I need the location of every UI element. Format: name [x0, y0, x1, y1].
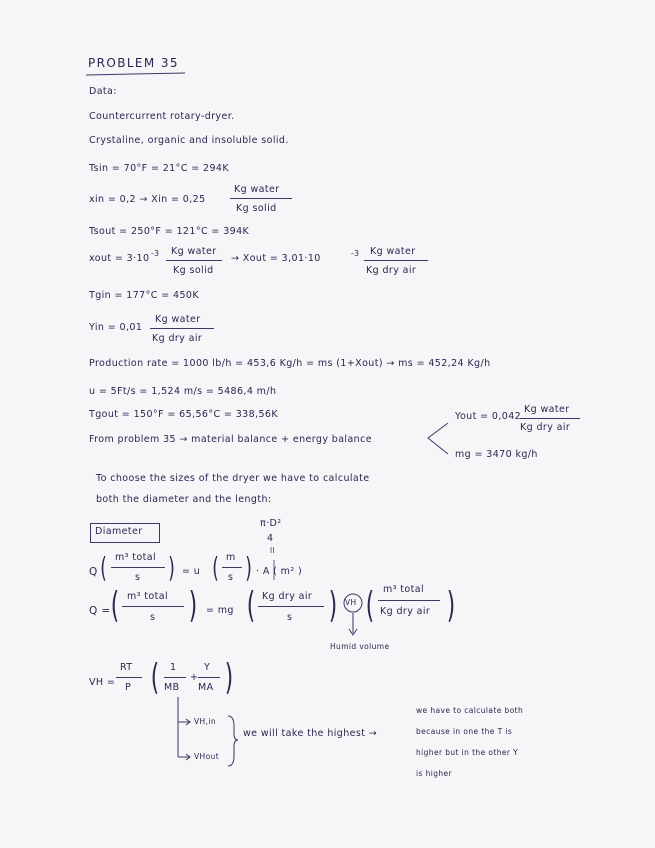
q2-unit-den: s — [150, 612, 156, 623]
description-line: Countercurrent rotary-dryer. — [89, 111, 235, 122]
mg-value: mg = 3470 kg/h — [455, 449, 538, 460]
x-out-exponent: -3 — [151, 249, 160, 258]
vh-unit-den: Kg dry air — [380, 606, 431, 617]
y-out-unit-num: Kg water — [524, 404, 570, 415]
ts-in: Tsin = 70°F = 21°C = 294K — [89, 163, 229, 174]
paren: ( — [365, 585, 375, 626]
u-unit-den: s — [228, 572, 234, 583]
area-note: π·D² — [260, 518, 282, 529]
q2-label: Q = — [89, 605, 111, 617]
tg-in: Tgin = 177°C = 450K — [89, 290, 199, 301]
y-in-unit-num: Kg water — [155, 314, 201, 325]
y-out: Yout = 0,042 — [455, 411, 522, 422]
fraction-line — [166, 260, 222, 261]
paren: ( — [246, 585, 256, 626]
x-out-unit2-den: Kg dry air — [366, 265, 417, 276]
fraction-line — [258, 606, 324, 607]
page-title: PROBLEM 35 — [88, 56, 179, 70]
mg-unit-num: Kg dry air — [262, 591, 313, 602]
vh-unit-num: m³ total — [383, 584, 425, 595]
fraction-line — [150, 328, 214, 329]
vh-out: VHout — [194, 752, 220, 761]
x-out-unit2-num: Kg water — [370, 246, 416, 257]
x-in: xin = 0,2 → Xin = 0,25 — [89, 194, 206, 205]
x-out-lhs: xout = 3·10 — [89, 253, 150, 264]
x-out-unit-den: Kg solid — [173, 265, 214, 276]
eq-u: = u — [182, 566, 201, 577]
plus: + — [190, 672, 199, 683]
mg-unit-den: s — [287, 612, 293, 623]
velocity: u = 5Ft/s = 1,524 m/s = 5486,4 m/h — [89, 386, 277, 397]
paren: ) — [224, 657, 234, 698]
q2-unit-num: m³ total — [127, 591, 169, 602]
x-out-exponent-2: -3 — [351, 249, 360, 258]
data-label: Data: — [89, 86, 117, 97]
x-out-rhs: → Xout = 3,01·10 — [231, 253, 321, 264]
q-unit-den: s — [135, 572, 141, 583]
side-note-line: we have to calculate both — [416, 706, 524, 715]
x-in-unit-num: Kg water — [234, 184, 280, 195]
u-unit-num: m — [226, 552, 236, 563]
from-problem: From problem 35 → material balance + energy balance — [89, 434, 372, 445]
q-label: Q — [89, 566, 98, 578]
paren: ( — [100, 551, 107, 584]
ts-out: Tsout = 250°F = 121°C = 394K — [89, 226, 250, 237]
description-line: Crystaline, organic and insoluble solid. — [89, 135, 289, 146]
fraction-line — [116, 677, 142, 678]
vh-circled: VH — [345, 598, 357, 607]
fraction-line — [164, 677, 186, 678]
one: 1 — [170, 662, 177, 673]
area-note-den: 4 — [267, 533, 274, 544]
ma: MA — [198, 682, 214, 693]
fraction-line — [378, 600, 440, 601]
vh-in: VH,in — [194, 717, 216, 726]
eq-mg: = mg — [206, 605, 234, 616]
side-note-line: higher but in the other Y — [416, 748, 519, 757]
fraction-line — [230, 198, 292, 199]
paren: ( — [212, 551, 219, 584]
paren: ) — [188, 585, 198, 626]
fraction-line — [222, 567, 242, 568]
x-out-unit-num: Kg water — [171, 246, 217, 257]
vh-label: VH = — [89, 677, 116, 688]
y-in: Yin = 0,01 — [89, 322, 143, 333]
tg-out: Tgout = 150°F = 65,56°C = 338,56K — [89, 409, 278, 420]
fraction-line — [520, 418, 580, 419]
choose-line: both the diameter and the length: — [96, 494, 272, 505]
production-rate: Production rate = 1000 lb/h = 453,6 Kg/h = ms (1+Xout) → ms = 452,24 Kg/h — [89, 358, 491, 369]
highest-note: we will take the highest → — [243, 728, 378, 739]
side-note-line: is higher — [416, 769, 453, 778]
fraction-line — [364, 260, 428, 261]
diameter-label: Diameter — [95, 526, 143, 537]
fraction-line — [198, 677, 220, 678]
y-out-unit-den: Kg dry air — [520, 422, 571, 433]
paren: ( — [150, 657, 160, 698]
x-in-unit-den: Kg solid — [236, 203, 277, 214]
area-term: · A ( m² ) — [256, 566, 303, 577]
rt: RT — [120, 662, 133, 673]
paren: ) — [245, 551, 252, 584]
paren: ) — [446, 585, 456, 626]
mb: MB — [164, 682, 180, 693]
y-in-unit-den: Kg dry air — [152, 333, 203, 344]
choose-line: To choose the sizes of the dryer we have to calculate — [96, 473, 370, 484]
paren: ) — [168, 551, 175, 584]
side-note-line: because in one the T is — [416, 727, 513, 736]
y-symbol: Y — [204, 662, 211, 673]
p: P — [125, 682, 132, 693]
equals-mark: ll — [270, 546, 275, 555]
paren: ) — [328, 585, 338, 626]
fraction-line — [111, 567, 165, 568]
humid-volume-label: Humid volume — [330, 642, 390, 651]
q-unit-num: m³ total — [115, 552, 157, 563]
paren: ( — [110, 585, 120, 626]
fraction-line — [122, 606, 184, 607]
